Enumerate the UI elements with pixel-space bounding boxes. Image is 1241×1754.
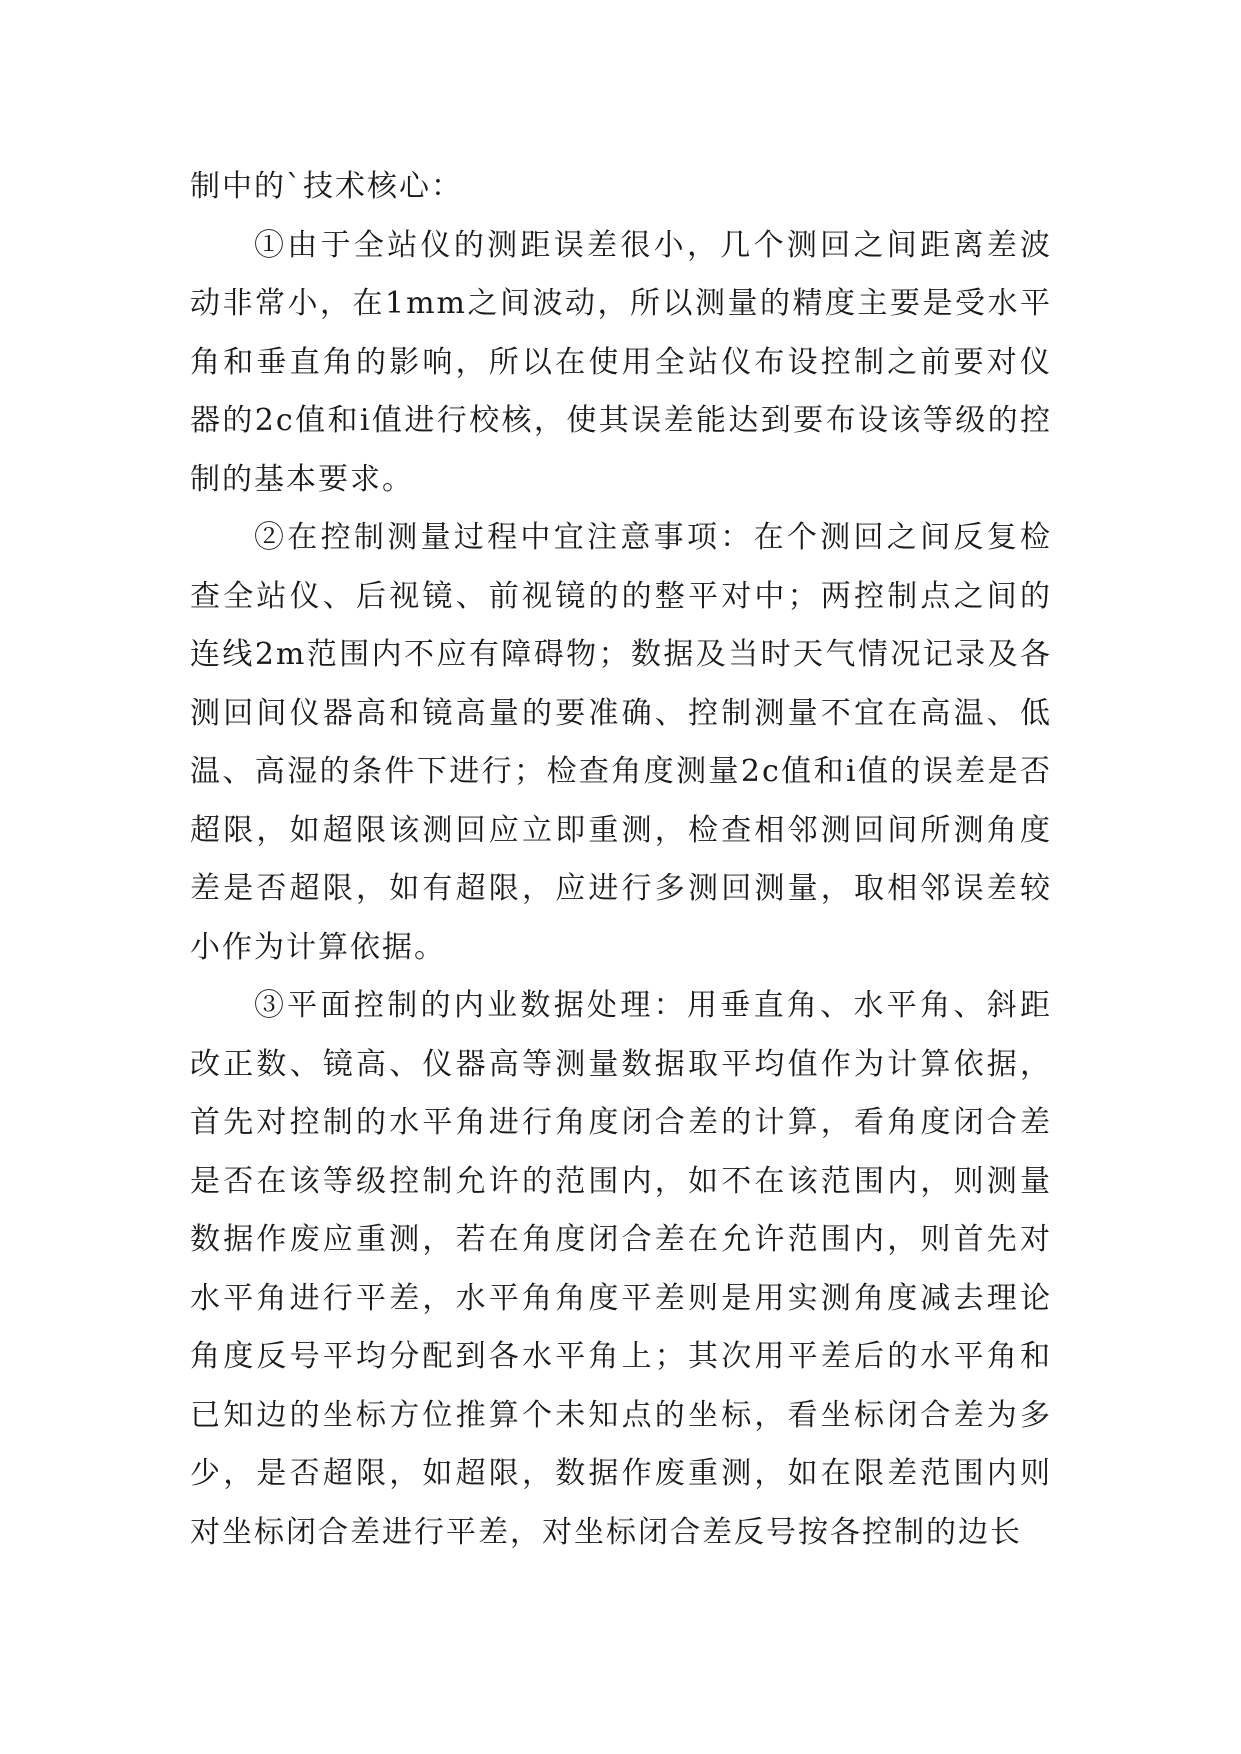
paragraph-item-2: ②在控制测量过程中宜注意事项：在个测回之间反复检查全站仪、后视镜、前视镜的的整平对中；两控制点之间的连线2m范围内不应有障碍物；数据及当时天气情况记录及各测回间仪器高和镜高量的要准确、控制测量不宜在高温、低温、高湿的条件下进行；检查角度测量2c值和i值的误差是否超限，如超限该测回应立即重测，检查相邻测回间所测角度差是否超限，如有超限，应进行多测回测量，取相邻误差较小作为计算依据。 bbox=[190, 520, 1052, 965]
paragraph-continuation: 制中的`技术核心： bbox=[190, 169, 463, 204]
body-text bbox=[190, 158, 1052, 1562]
paragraph-item-1: ①由于全站仪的测距误差很小，几个测回之间距离差波动非常小，在1mm之间波动，所以测量的精度主要是受水平角和垂直角的影响，所以在使用全站仪布设控制之前要对仪器的2c值和i值进行校核，使其误差能达到要布设该等级的控制的基本要求。 bbox=[190, 227, 1052, 497]
paragraph-item-3: ③平面控制的内业数据处理：用垂直角、水平角、斜距改正数、镜高、仪器高等测量数据取平均值作为计算依据，首先对控制的水平角进行角度闭合差的计算，看角度闭合差是否在该等级控制允许的范围内，如不在该范围内，则测量数据作废应重测，若在角度闭合差在允许范围内，则首先对水平角进行平差，水平角角度平差则是用实测角度减去理论角度反号平均分配到各水平角上；其次用平差后的水平角和已知边的坐标方位推算个未知点的坐标，看坐标闭合差为多少，是否超限，如超限，数据作废重测，如在限差范围内则对坐标闭合差进行平差，对坐标闭合差反号按各控制的边长 bbox=[190, 988, 1052, 1550]
